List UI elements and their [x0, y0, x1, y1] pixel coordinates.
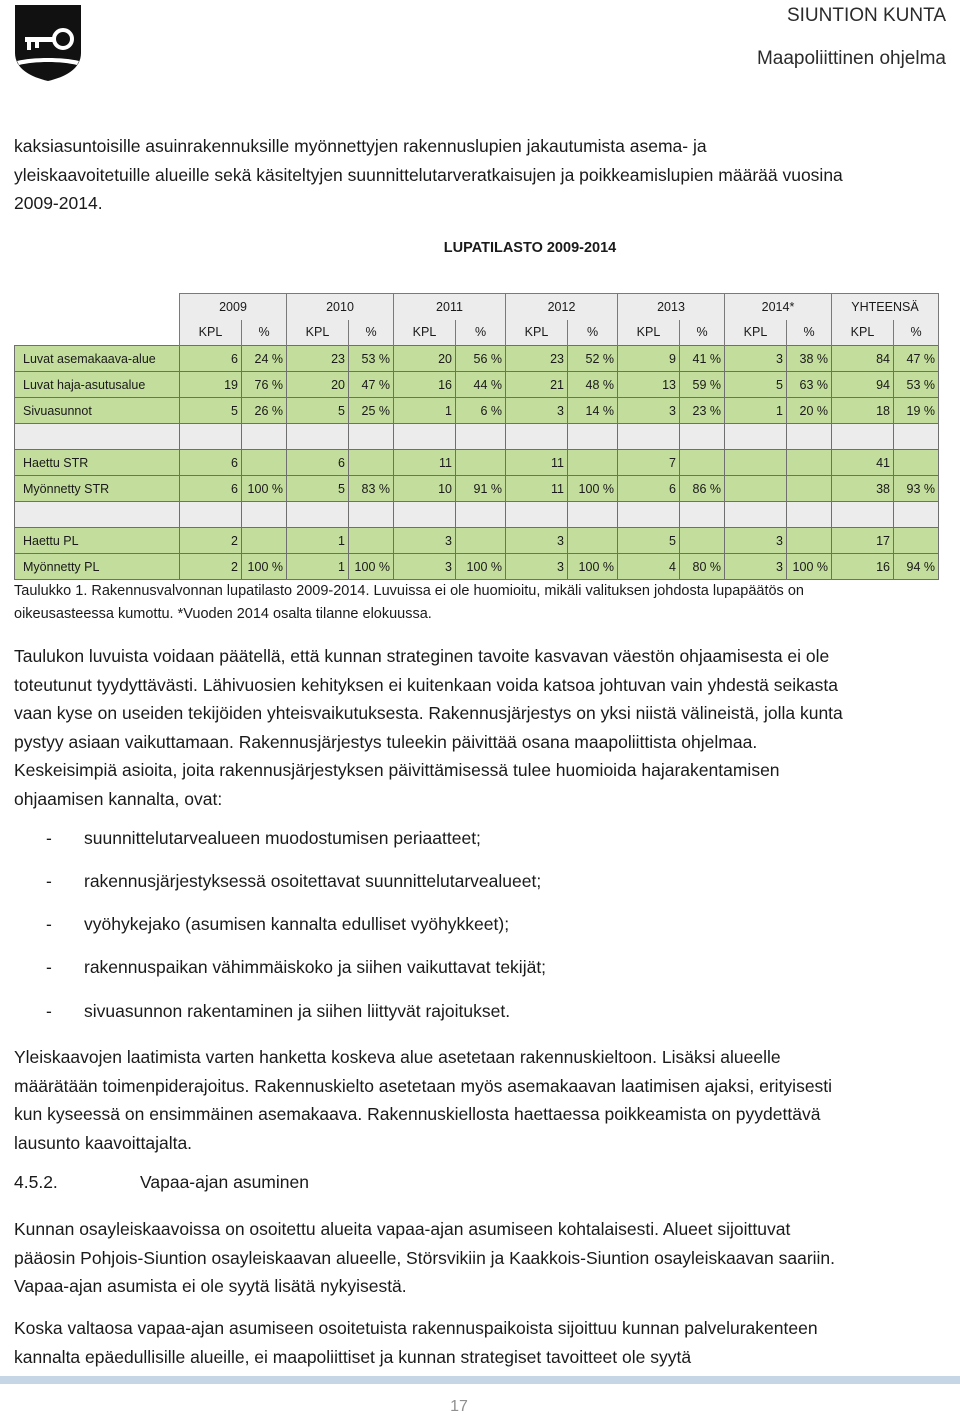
- percent-header: %: [456, 320, 506, 346]
- percent-cell: 100 %: [568, 554, 618, 580]
- bullet-dash: -: [46, 914, 52, 934]
- count-cell: 5: [180, 398, 242, 424]
- row-label: Luvat haja-asutusalue: [15, 372, 180, 398]
- count-cell: 5: [287, 398, 349, 424]
- count-cell: 16: [394, 372, 456, 398]
- empty-cell: [725, 424, 787, 450]
- count-cell: 1: [287, 528, 349, 554]
- percent-cell: 23 %: [680, 398, 725, 424]
- percent-header: %: [349, 320, 394, 346]
- count-cell: 3: [506, 398, 568, 424]
- list-item: [46, 828, 481, 849]
- table-row: [15, 450, 939, 476]
- kpl-header: KPL: [725, 320, 787, 346]
- percent-cell: [680, 450, 725, 476]
- count-cell: 6: [287, 450, 349, 476]
- list-item: [46, 871, 541, 892]
- count-cell: 5: [618, 528, 680, 554]
- list-item-text: rakennusjärjestyksessä osoitettavat suunnittelutarvealueet;: [84, 871, 542, 891]
- percent-cell: 100 %: [242, 554, 287, 580]
- percent-cell: 100 %: [456, 554, 506, 580]
- empty-cell: [568, 424, 618, 450]
- spacer-row: [15, 424, 939, 450]
- percent-cell: 6 %: [456, 398, 506, 424]
- text-line: kaksiasuntoisille asuinrakennuksille myönnettyjen rakennuslupien jakautumista asema- ja: [14, 136, 707, 156]
- section-heading: [14, 1172, 309, 1193]
- percent-cell: 44 %: [456, 372, 506, 398]
- count-cell: 10: [394, 476, 456, 502]
- count-cell: 38: [832, 476, 894, 502]
- section-number: 4.5.2.: [14, 1172, 58, 1192]
- body-paragraph: [14, 642, 944, 813]
- list-item: [46, 1001, 510, 1022]
- text-line: Taulukon luvuista voidaan päätellä, että kunnan strateginen tavoite kasvavan väestön ohjaamisesta ei ole: [14, 646, 830, 666]
- percent-cell: [456, 528, 506, 554]
- count-cell: 1: [287, 554, 349, 580]
- empty-cell: [568, 502, 618, 528]
- count-cell: 2: [180, 528, 242, 554]
- organization-name: SIUNTION KUNTA: [786, 5, 946, 26]
- percent-cell: [349, 528, 394, 554]
- empty-cell: [349, 424, 394, 450]
- percent-header: %: [894, 320, 939, 346]
- bullet-dash: -: [46, 1001, 52, 1021]
- text-line: lausunto kaavoittajalta.: [14, 1132, 193, 1153]
- percent-cell: [242, 450, 287, 476]
- count-cell: 17: [832, 528, 894, 554]
- text-line: vaan kyse on useiden tekijöiden yhteisvaikutuksesta. Rakennusjärjestys on yksi niistä välineistä, jolla kunta: [14, 703, 843, 723]
- percent-cell: 100 %: [349, 554, 394, 580]
- text-line: kun kyseessä on ensimmäinen asemakaava. Rakennuskiellosta haettaessa poikkeamista on pyydettävä: [14, 1104, 821, 1124]
- row-label: Myönnetty STR: [15, 476, 180, 502]
- percent-cell: 63 %: [787, 372, 832, 398]
- year-header: 2010: [287, 294, 394, 320]
- row-label: Myönnetty PL: [15, 554, 180, 580]
- percent-cell: 59 %: [680, 372, 725, 398]
- percent-cell: 53 %: [349, 346, 394, 372]
- percent-cell: 19 %: [894, 398, 939, 424]
- body-paragraph: [14, 1043, 944, 1157]
- caption-line: oikeusasteessa kumottu. *Vuoden 2014 osalta tilanne elokuussa.: [14, 605, 432, 622]
- coat-of-arms-logo-icon: [13, 3, 83, 83]
- percent-cell: 24 %: [242, 346, 287, 372]
- empty-cell: [506, 424, 568, 450]
- percent-cell: 56 %: [456, 346, 506, 372]
- count-cell: 20: [394, 346, 456, 372]
- count-cell: 1: [725, 398, 787, 424]
- count-cell: 6: [618, 476, 680, 502]
- percent-cell: [787, 528, 832, 554]
- text-line: kannalta epäedullisille alueille, ei maapoliittiset ja kunnan strategiset tavoitteet ole syytä: [14, 1346, 692, 1367]
- list-item-text: suunnittelutarvealueen muodostumisen periaatteet;: [84, 828, 481, 848]
- empty-cell: [287, 424, 349, 450]
- empty-cell: [894, 502, 939, 528]
- list-item-text: rakennuspaikan vähimmäiskoko ja siihen vaikuttavat tekijät;: [84, 957, 547, 977]
- percent-cell: 94 %: [894, 554, 939, 580]
- percent-cell: 76 %: [242, 372, 287, 398]
- percent-cell: 26 %: [242, 398, 287, 424]
- count-cell: 11: [506, 450, 568, 476]
- empty-cell: [832, 502, 894, 528]
- table-row: [15, 398, 939, 424]
- empty-cell: [242, 424, 287, 450]
- page-number: 17: [450, 1398, 468, 1415]
- bullet-dash: -: [46, 828, 52, 848]
- text-line: toteutunut tyydyttävästi. Lähivuosien kehityksen ei kuitenkaan voida katsoa johtuvan vain yhdestä seikasta: [14, 674, 838, 695]
- empty-cell: [787, 502, 832, 528]
- list-item: [46, 957, 546, 978]
- count-cell: 3: [725, 346, 787, 372]
- percent-cell: 100 %: [568, 476, 618, 502]
- empty-cell: [180, 424, 242, 450]
- text-line: Vapaa-ajan asumista ei ole syytä lisätä nykyisestä.: [14, 1276, 407, 1296]
- count-cell: 18: [832, 398, 894, 424]
- percent-cell: 53 %: [894, 372, 939, 398]
- empty-cell: [456, 424, 506, 450]
- empty-cell: [15, 424, 180, 450]
- count-cell: 6: [180, 450, 242, 476]
- count-cell: 5: [287, 476, 349, 502]
- count-cell: 21: [506, 372, 568, 398]
- body-paragraph: [14, 1215, 944, 1301]
- text-line: 2009-2014.: [14, 193, 103, 213]
- row-label: Sivuasunnot: [15, 398, 180, 424]
- percent-cell: 47 %: [349, 372, 394, 398]
- count-cell: 20: [287, 372, 349, 398]
- percent-cell: 83 %: [349, 476, 394, 502]
- percent-cell: [568, 528, 618, 554]
- kpl-header: KPL: [832, 320, 894, 346]
- year-header: 2009: [180, 294, 287, 320]
- count-cell: [725, 450, 787, 476]
- text-line: Keskeisimpiä asioita, joita rakennusjärjestyksen päivittämisessä tulee huomioida hajarakentamisen: [14, 760, 780, 780]
- kpl-header: KPL: [180, 320, 242, 346]
- year-header: 2013: [618, 294, 725, 320]
- list-item: [46, 914, 509, 935]
- year-header: 2014*: [725, 294, 832, 320]
- empty-cell: [456, 502, 506, 528]
- list-item-text: sivuasunnon rakentaminen ja siihen liittyvät rajoitukset.: [84, 1001, 511, 1021]
- count-cell: 19: [180, 372, 242, 398]
- body-paragraph: [14, 1314, 944, 1371]
- row-label: Haettu STR: [15, 450, 180, 476]
- text-line: pääosin Pohjois-Siuntion osayleiskaavan alueelle, Störsvikiin ja Kaakkois-Siuntion osayleiskaavan saariin.: [14, 1247, 836, 1268]
- count-cell: 41: [832, 450, 894, 476]
- percent-cell: 91 %: [456, 476, 506, 502]
- text-line: yleiskaavoitetuille alueille sekä käsiteltyjen suunnittelutarveratkaisujen ja poikkeamislupien määrää vuosina: [14, 164, 843, 185]
- percent-cell: 100 %: [242, 476, 287, 502]
- empty-cell: [15, 502, 180, 528]
- percent-cell: 93 %: [894, 476, 939, 502]
- table-row: [15, 554, 939, 580]
- table-caption: [14, 580, 944, 625]
- count-cell: 5: [725, 372, 787, 398]
- footer-divider: [0, 1376, 960, 1384]
- table-row: [15, 476, 939, 502]
- count-cell: 13: [618, 372, 680, 398]
- count-cell: 84: [832, 346, 894, 372]
- percent-cell: [787, 476, 832, 502]
- count-cell: 1: [394, 398, 456, 424]
- spacer-row: [15, 502, 939, 528]
- percent-cell: [568, 450, 618, 476]
- count-cell: 3: [725, 528, 787, 554]
- kpl-header: KPL: [287, 320, 349, 346]
- percent-cell: [894, 450, 939, 476]
- table-row: [15, 346, 939, 372]
- section-title: Vapaa-ajan asuminen: [140, 1172, 309, 1192]
- text-line: määrätään toimenpiderajoitus. Rakennuskielto asetetaan myös asemakaavan laatimisen ajaksi, erityisesti: [14, 1075, 833, 1096]
- count-cell: 94: [832, 372, 894, 398]
- empty-cell: [180, 502, 242, 528]
- empty-cell: [349, 502, 394, 528]
- count-cell: 4: [618, 554, 680, 580]
- percent-cell: 52 %: [568, 346, 618, 372]
- text-line: ohjaamisen kannalta, ovat:: [14, 788, 223, 809]
- year-header-row: [15, 294, 939, 320]
- document-title: Maapoliittinen ohjelma: [756, 48, 946, 69]
- count-cell: 6: [180, 476, 242, 502]
- kpl-header: KPL: [506, 320, 568, 346]
- permit-statistics-table: [14, 293, 939, 580]
- percent-cell: [242, 528, 287, 554]
- count-cell: [725, 476, 787, 502]
- empty-cell: [787, 424, 832, 450]
- row-label: Luvat asemakaava-alue: [15, 346, 180, 372]
- empty-cell: [242, 502, 287, 528]
- table-row: [15, 528, 939, 554]
- percent-cell: 100 %: [787, 554, 832, 580]
- count-cell: 2: [180, 554, 242, 580]
- empty-cell: [618, 424, 680, 450]
- percent-cell: 25 %: [349, 398, 394, 424]
- text-line: Koska valtaosa vapaa-ajan asumiseen osoitetuista rakennuspaikoista sijoittuu kunnan palvelurakenteen: [14, 1318, 818, 1338]
- empty-cell: [680, 502, 725, 528]
- empty-cell: [680, 424, 725, 450]
- bullet-dash: -: [46, 957, 52, 977]
- count-cell: 9: [618, 346, 680, 372]
- count-cell: 11: [394, 450, 456, 476]
- count-cell: 3: [394, 554, 456, 580]
- percent-header: %: [787, 320, 832, 346]
- percent-cell: [349, 450, 394, 476]
- empty-cell: [725, 502, 787, 528]
- count-cell: 6: [180, 346, 242, 372]
- count-cell: 3: [394, 528, 456, 554]
- kpl-header: KPL: [618, 320, 680, 346]
- list-item-text: vyöhykejako (asumisen kannalta edulliset vyöhykkeet);: [84, 914, 510, 934]
- percent-header: %: [680, 320, 725, 346]
- text-line: Yleiskaavojen laatimista varten hanketta koskeva alue asetetaan rakennuskieltoon. Lisäksi alueelle: [14, 1047, 781, 1067]
- unit-header-row: [15, 320, 939, 346]
- percent-cell: [456, 450, 506, 476]
- count-cell: 7: [618, 450, 680, 476]
- year-header: 2012: [506, 294, 618, 320]
- empty-cell: [618, 502, 680, 528]
- empty-cell: [832, 424, 894, 450]
- empty-cell: [506, 502, 568, 528]
- count-cell: 23: [506, 346, 568, 372]
- count-cell: 11: [506, 476, 568, 502]
- text-line: pystyy asiaan vaikuttamaan. Rakennusjärjestys tuleekin päivittää osana maapoliittista ohjelmaa.: [14, 731, 758, 752]
- percent-cell: 14 %: [568, 398, 618, 424]
- kpl-header: KPL: [394, 320, 456, 346]
- percent-cell: 80 %: [680, 554, 725, 580]
- count-cell: 3: [506, 554, 568, 580]
- caption-line: Taulukko 1. Rakennusvalvonnan lupatilasto 2009-2014. Luvuissa ei ole huomioitu, mikäli valituksen johdosta lupapäätös on: [14, 583, 804, 599]
- empty-cell: [287, 502, 349, 528]
- percent-cell: 47 %: [894, 346, 939, 372]
- percent-cell: [894, 528, 939, 554]
- percent-cell: 48 %: [568, 372, 618, 398]
- text-line: Kunnan osayleiskaavoissa on osoitettu alueita vapaa-ajan asumiseen kohtalaisesti. Alueet sijoittuvat: [14, 1219, 791, 1239]
- percent-cell: [787, 450, 832, 476]
- intro-paragraph: [14, 132, 944, 218]
- count-cell: 3: [618, 398, 680, 424]
- empty-cell: [394, 502, 456, 528]
- empty-cell: [894, 424, 939, 450]
- percent-header: %: [242, 320, 287, 346]
- percent-cell: [680, 528, 725, 554]
- count-cell: 23: [287, 346, 349, 372]
- empty-cell: [394, 424, 456, 450]
- bullet-dash: -: [46, 871, 52, 891]
- count-cell: 16: [832, 554, 894, 580]
- percent-cell: 38 %: [787, 346, 832, 372]
- count-cell: 3: [725, 554, 787, 580]
- percent-header: %: [568, 320, 618, 346]
- percent-cell: 86 %: [680, 476, 725, 502]
- table-title: LUPATILASTO 2009-2014: [443, 240, 617, 256]
- count-cell: 3: [506, 528, 568, 554]
- table-row: [15, 372, 939, 398]
- percent-cell: 20 %: [787, 398, 832, 424]
- year-header: YHTEENSÄ: [832, 294, 939, 320]
- row-label: Haettu PL: [15, 528, 180, 554]
- year-header: 2011: [394, 294, 506, 320]
- percent-cell: 41 %: [680, 346, 725, 372]
